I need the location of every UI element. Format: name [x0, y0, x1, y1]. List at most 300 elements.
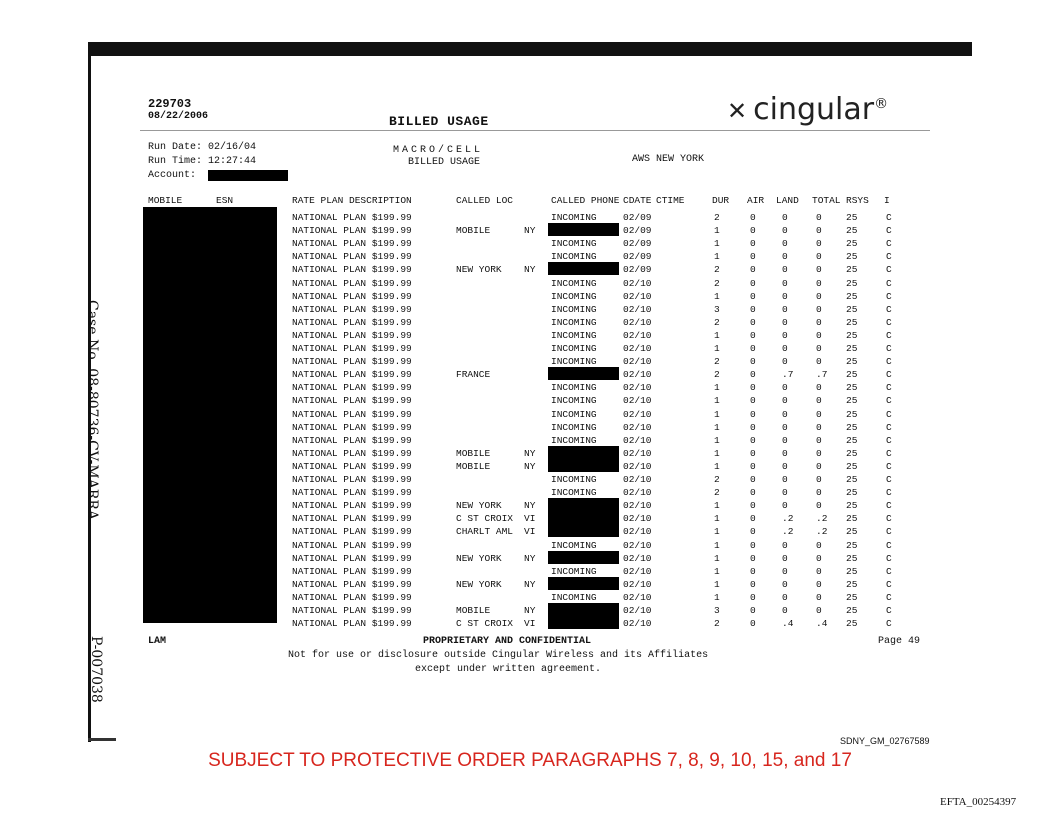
rsys-cell: 25	[846, 316, 858, 328]
total-cell: 0	[816, 212, 822, 223]
called-phone-cell: INCOMING	[551, 329, 597, 341]
called-phone-cell: INCOMING	[551, 238, 597, 250]
rsys-cell: 25	[846, 277, 858, 289]
indicator-cell: C	[886, 591, 892, 603]
rsys-cell: 25	[846, 238, 858, 250]
p-number-margin: P-007038	[88, 636, 104, 703]
air-cell: 0	[750, 212, 756, 223]
indicator-cell: C	[886, 356, 892, 368]
called-phone-cell: INCOMING	[551, 277, 597, 289]
cdate-cell: 02/10	[623, 605, 652, 616]
rate-plan-cell: NATIONAL PLAN $199.99	[292, 264, 412, 276]
indicator-cell: C	[886, 212, 892, 223]
indicator-cell: C	[886, 369, 892, 381]
rsys-cell: 25	[846, 487, 858, 499]
total-cell: 0	[816, 395, 822, 407]
called-phone-cell: INCOMING	[551, 356, 597, 368]
col-header-total: TOTAL	[812, 195, 841, 206]
air-cell: 0	[750, 395, 756, 407]
dur-cell: 1	[714, 329, 720, 341]
dur-cell: 1	[714, 238, 720, 250]
rsys-cell: 25	[846, 447, 858, 459]
indicator-cell: C	[886, 605, 892, 616]
called-state-cell: VI	[524, 513, 536, 525]
total-cell: 0	[816, 264, 822, 276]
total-cell: .7	[816, 369, 828, 381]
total-cell: 0	[816, 487, 822, 499]
called-phone-cell: INCOMING	[551, 212, 597, 223]
total-cell: 0	[816, 605, 822, 616]
land-cell: 0	[782, 356, 788, 368]
indicator-cell: C	[886, 460, 892, 472]
land-cell: 0	[782, 434, 788, 446]
called-phone-redaction	[548, 223, 619, 236]
col-header-land: LAND	[776, 195, 799, 206]
total-cell: 0	[816, 329, 822, 341]
land-cell: 0	[782, 605, 788, 616]
total-cell: .4	[816, 618, 828, 630]
land-cell: 0	[782, 552, 788, 564]
indicator-cell: C	[886, 487, 892, 499]
air-cell: 0	[750, 329, 756, 341]
called-loc-cell: NEW YORK	[456, 264, 502, 276]
land-cell: 0	[782, 264, 788, 276]
indicator-cell: C	[886, 251, 892, 263]
cingular-jack-icon: ✕	[727, 97, 748, 125]
land-cell: 0	[782, 408, 788, 420]
indicator-cell: C	[886, 395, 892, 407]
rate-plan-cell: NATIONAL PLAN $199.99	[292, 356, 412, 368]
col-header-called-loc: CALLED LOC	[456, 195, 514, 206]
called-loc-cell: C ST CROIX	[456, 618, 514, 630]
cdate-cell: 02/10	[623, 500, 652, 512]
land-cell: 0	[782, 539, 788, 551]
rate-plan-cell: NATIONAL PLAN $199.99	[292, 369, 412, 381]
dur-cell: 1	[714, 382, 720, 394]
indicator-cell: C	[886, 447, 892, 459]
called-loc-cell: MOBILE	[456, 225, 491, 237]
dur-cell: 1	[714, 343, 720, 354]
indicator-cell: C	[886, 434, 892, 446]
called-loc-cell: CHARLT AML	[456, 526, 514, 538]
billed-usage-subheading: BILLED USAGE	[408, 157, 481, 168]
air-cell: 0	[750, 578, 756, 590]
cdate-cell: 02/10	[623, 539, 652, 551]
indicator-cell: C	[886, 618, 892, 630]
called-phone-cell: INCOMING	[551, 343, 597, 354]
indicator-cell: C	[886, 290, 892, 302]
cdate-cell: 02/09	[623, 251, 652, 263]
rate-plan-cell: NATIONAL PLAN $199.99	[292, 316, 412, 328]
col-header-ctime: CTIME	[656, 195, 685, 206]
indicator-cell: C	[886, 565, 892, 577]
footer-proprietary: PROPRIETARY AND CONFIDENTIAL	[423, 636, 592, 647]
land-cell: 0	[782, 303, 788, 315]
dur-cell: 2	[714, 356, 720, 368]
dur-cell: 1	[714, 225, 720, 237]
total-cell: 0	[816, 421, 822, 433]
dur-cell: 1	[714, 578, 720, 590]
air-cell: 0	[750, 513, 756, 525]
cdate-cell: 02/10	[623, 408, 652, 420]
called-phone-cell: INCOMING	[551, 421, 597, 433]
air-cell: 0	[750, 474, 756, 485]
indicator-cell: C	[886, 474, 892, 485]
case-number-margin: Case No. 08-80736-CV-MARRA	[84, 300, 100, 521]
called-phone-cell: INCOMING	[551, 487, 597, 499]
dur-cell: 2	[714, 474, 720, 485]
rsys-cell: 25	[846, 225, 858, 237]
total-cell: 0	[816, 277, 822, 289]
dur-cell: 1	[714, 290, 720, 302]
land-cell: 0	[782, 578, 788, 590]
total-cell: 0	[816, 460, 822, 472]
called-state-cell: VI	[524, 526, 536, 538]
cdate-cell: 02/10	[623, 316, 652, 328]
air-cell: 0	[750, 225, 756, 237]
cdate-cell: 02/10	[623, 303, 652, 315]
total-cell: 0	[816, 303, 822, 315]
called-phone-redaction	[548, 262, 619, 275]
indicator-cell: C	[886, 225, 892, 237]
land-cell: 0	[782, 251, 788, 263]
total-cell: 0	[816, 474, 822, 485]
land-cell: 0	[782, 447, 788, 459]
land-cell: 0	[782, 329, 788, 341]
rsys-cell: 25	[846, 408, 858, 420]
total-cell: 0	[816, 343, 822, 354]
called-loc-cell: C ST CROIX	[456, 513, 514, 525]
dur-cell: 1	[714, 421, 720, 433]
cdate-cell: 02/10	[623, 591, 652, 603]
air-cell: 0	[750, 500, 756, 512]
air-cell: 0	[750, 434, 756, 446]
called-state-cell: NY	[524, 578, 536, 590]
called-loc-cell: FRANCE	[456, 369, 491, 381]
indicator-cell: C	[886, 382, 892, 394]
total-cell: 0	[816, 225, 822, 237]
rate-plan-cell: NATIONAL PLAN $199.99	[292, 343, 412, 354]
total-cell: .2	[816, 513, 828, 525]
land-cell: 0	[782, 591, 788, 603]
land-cell: 0	[782, 421, 788, 433]
called-loc-cell: MOBILE	[456, 447, 491, 459]
rsys-cell: 25	[846, 500, 858, 512]
total-cell: 0	[816, 238, 822, 250]
rate-plan-cell: NATIONAL PLAN $199.99	[292, 303, 412, 315]
cdate-cell: 02/10	[623, 618, 652, 630]
rate-plan-cell: NATIONAL PLAN $199.99	[292, 474, 412, 485]
rate-plan-cell: NATIONAL PLAN $199.99	[292, 251, 412, 263]
total-cell: 0	[816, 382, 822, 394]
rsys-cell: 25	[846, 382, 858, 394]
rsys-cell: 25	[846, 591, 858, 603]
rate-plan-cell: NATIONAL PLAN $199.99	[292, 460, 412, 472]
land-cell: 0	[782, 277, 788, 289]
cdate-cell: 02/10	[623, 290, 652, 302]
called-phone-cell: INCOMING	[551, 474, 597, 485]
called-phone-cell: INCOMING	[551, 290, 597, 302]
rsys-cell: 25	[846, 526, 858, 538]
dur-cell: 1	[714, 539, 720, 551]
indicator-cell: C	[886, 552, 892, 564]
rate-plan-cell: NATIONAL PLAN $199.99	[292, 605, 412, 616]
footer-lam: LAM	[148, 636, 167, 647]
called-phone-redaction	[548, 498, 619, 511]
air-cell: 0	[750, 277, 756, 289]
dur-cell: 3	[714, 605, 720, 616]
land-cell: .4	[782, 618, 794, 630]
indicator-cell: C	[886, 343, 892, 354]
land-cell: 0	[782, 487, 788, 499]
indicator-cell: C	[886, 539, 892, 551]
rate-plan-cell: NATIONAL PLAN $199.99	[292, 591, 412, 603]
rsys-cell: 25	[846, 578, 858, 590]
called-loc-cell: NEW YORK	[456, 552, 502, 564]
rate-plan-cell: NATIONAL PLAN $199.99	[292, 225, 412, 237]
dur-cell: 2	[714, 316, 720, 328]
indicator-cell: C	[886, 316, 892, 328]
cdate-cell: 02/10	[623, 277, 652, 289]
dur-cell: 1	[714, 526, 720, 538]
document-id: 229703	[148, 97, 192, 111]
dur-cell: 1	[714, 591, 720, 603]
rsys-cell: 25	[846, 539, 858, 551]
air-cell: 0	[750, 539, 756, 551]
air-cell: 0	[750, 369, 756, 381]
called-state-cell: NY	[524, 225, 536, 237]
air-cell: 0	[750, 408, 756, 420]
land-cell: 0	[782, 460, 788, 472]
land-cell: 0	[782, 290, 788, 302]
cdate-cell: 02/09	[623, 212, 652, 223]
rate-plan-cell: NATIONAL PLAN $199.99	[292, 513, 412, 525]
called-phone-redaction	[548, 616, 619, 629]
land-cell: .7	[782, 369, 794, 381]
rate-plan-cell: NATIONAL PLAN $199.99	[292, 487, 412, 499]
air-cell: 0	[750, 264, 756, 276]
page-title: BILLED USAGE	[389, 114, 489, 129]
rate-plan-cell: NATIONAL PLAN $199.99	[292, 618, 412, 630]
air-cell: 0	[750, 316, 756, 328]
air-cell: 0	[750, 487, 756, 499]
footer-page-number: Page 49	[878, 636, 921, 647]
indicator-cell: C	[886, 264, 892, 276]
air-cell: 0	[750, 251, 756, 263]
called-phone-cell: INCOMING	[551, 395, 597, 407]
rate-plan-cell: NATIONAL PLAN $199.99	[292, 447, 412, 459]
land-cell: 0	[782, 225, 788, 237]
col-header-mobile: MOBILE	[148, 195, 183, 206]
rate-plan-cell: NATIONAL PLAN $199.99	[292, 329, 412, 341]
called-phone-redaction	[548, 577, 619, 590]
rsys-cell: 25	[846, 212, 858, 223]
rsys-cell: 25	[846, 565, 858, 577]
land-cell: 0	[782, 474, 788, 485]
aws-region: AWS NEW YORK	[632, 154, 705, 165]
dur-cell: 1	[714, 434, 720, 446]
land-cell: 0	[782, 212, 788, 223]
called-state-cell: VI	[524, 618, 536, 630]
cingular-logo: ✕ cingular®	[727, 92, 889, 127]
indicator-cell: C	[886, 329, 892, 341]
air-cell: 0	[750, 356, 756, 368]
footer-notice-line1: Not for use or disclosure outside Cingular Wireless and its Affiliates	[288, 650, 709, 661]
rate-plan-cell: NATIONAL PLAN $199.99	[292, 526, 412, 538]
total-cell: 0	[816, 591, 822, 603]
air-cell: 0	[750, 447, 756, 459]
dur-cell: 2	[714, 277, 720, 289]
col-header-i: I	[884, 195, 890, 206]
rate-plan-cell: NATIONAL PLAN $199.99	[292, 277, 412, 289]
air-cell: 0	[750, 303, 756, 315]
called-loc-cell: NEW YORK	[456, 578, 502, 590]
rsys-cell: 25	[846, 618, 858, 630]
land-cell: .2	[782, 526, 794, 538]
rsys-cell: 25	[846, 369, 858, 381]
cdate-cell: 02/10	[623, 434, 652, 446]
col-header-called-phone: CALLED PHONE	[551, 195, 620, 206]
col-header-rsys: RSYS	[846, 195, 869, 206]
called-phone-cell: INCOMING	[551, 539, 597, 551]
total-cell: 0	[816, 356, 822, 368]
indicator-cell: C	[886, 277, 892, 289]
cdate-cell: 02/10	[623, 329, 652, 341]
cdate-cell: 02/10	[623, 526, 652, 538]
logo-text: cingular	[753, 92, 875, 127]
rsys-cell: 25	[846, 513, 858, 525]
indicator-cell: C	[886, 408, 892, 420]
rsys-cell: 25	[846, 460, 858, 472]
cdate-cell: 02/09	[623, 225, 652, 237]
rate-plan-cell: NATIONAL PLAN $199.99	[292, 434, 412, 446]
air-cell: 0	[750, 591, 756, 603]
called-state-cell: NY	[524, 552, 536, 564]
air-cell: 0	[750, 605, 756, 616]
dur-cell: 1	[714, 408, 720, 420]
total-cell: .2	[816, 526, 828, 538]
called-state-cell: NY	[524, 460, 536, 472]
total-cell: 0	[816, 578, 822, 590]
called-phone-redaction	[548, 459, 619, 472]
dur-cell: 1	[714, 565, 720, 577]
dur-cell: 1	[714, 251, 720, 263]
called-phone-redaction	[548, 511, 619, 524]
protective-order-notice: SUBJECT TO PROTECTIVE ORDER PARAGRAPHS 7, 8, 9, 10, 15, and 17	[208, 750, 852, 771]
document-date: 08/22/2006	[148, 111, 209, 122]
total-cell: 0	[816, 500, 822, 512]
efta-number: EFTA_00254397	[940, 796, 1017, 808]
dur-cell: 2	[714, 212, 720, 223]
cdate-cell: 02/10	[623, 395, 652, 407]
called-phone-redaction	[548, 524, 619, 537]
rate-plan-cell: NATIONAL PLAN $199.99	[292, 238, 412, 250]
rate-plan-cell: NATIONAL PLAN $199.99	[292, 395, 412, 407]
rsys-cell: 25	[846, 474, 858, 485]
cdate-cell: 02/10	[623, 356, 652, 368]
air-cell: 0	[750, 343, 756, 354]
total-cell: 0	[816, 447, 822, 459]
rate-plan-cell: NATIONAL PLAN $199.99	[292, 500, 412, 512]
rsys-cell: 25	[846, 329, 858, 341]
called-loc-cell: NEW YORK	[456, 500, 502, 512]
called-state-cell: NY	[524, 605, 536, 616]
dur-cell: 1	[714, 460, 720, 472]
land-cell: 0	[782, 316, 788, 328]
cdate-cell: 02/10	[623, 578, 652, 590]
dur-cell: 1	[714, 500, 720, 512]
dur-cell: 1	[714, 395, 720, 407]
total-cell: 0	[816, 408, 822, 420]
macro-cell-heading: MACRO/CELL	[393, 145, 484, 156]
total-cell: 0	[816, 434, 822, 446]
cdate-cell: 02/10	[623, 513, 652, 525]
col-header-esn: ESN	[216, 195, 234, 206]
cdate-cell: 02/09	[623, 264, 652, 276]
dur-cell: 1	[714, 447, 720, 459]
bates-number: SDNY_GM_02767589	[840, 736, 930, 746]
indicator-cell: C	[886, 238, 892, 250]
land-cell: 0	[782, 238, 788, 250]
dur-cell: 2	[714, 264, 720, 276]
air-cell: 0	[750, 238, 756, 250]
col-header-rate-plan: RATE PLAN DESCRIPTION	[292, 195, 412, 206]
indicator-cell: C	[886, 526, 892, 538]
rsys-cell: 25	[846, 264, 858, 276]
cdate-cell: 02/10	[623, 552, 652, 564]
rate-plan-cell: NATIONAL PLAN $199.99	[292, 565, 412, 577]
called-phone-cell: INCOMING	[551, 316, 597, 328]
dur-cell: 2	[714, 487, 720, 499]
land-cell: 0	[782, 395, 788, 407]
called-state-cell: NY	[524, 264, 536, 276]
rsys-cell: 25	[846, 605, 858, 616]
indicator-cell: C	[886, 578, 892, 590]
total-cell: 0	[816, 251, 822, 263]
called-phone-cell: INCOMING	[551, 251, 597, 263]
land-cell: 0	[782, 500, 788, 512]
rsys-cell: 25	[846, 552, 858, 564]
rate-plan-cell: NATIONAL PLAN $199.99	[292, 578, 412, 590]
dur-cell: 3	[714, 303, 720, 315]
air-cell: 0	[750, 290, 756, 302]
cdate-cell: 02/10	[623, 447, 652, 459]
rsys-cell: 25	[846, 356, 858, 368]
air-cell: 0	[750, 565, 756, 577]
cdate-cell: 02/10	[623, 343, 652, 354]
indicator-cell: C	[886, 513, 892, 525]
called-phone-cell: INCOMING	[551, 434, 597, 446]
rate-plan-cell: NATIONAL PLAN $199.99	[292, 539, 412, 551]
cdate-cell: 02/10	[623, 460, 652, 472]
air-cell: 0	[750, 421, 756, 433]
cdate-cell: 02/10	[623, 382, 652, 394]
rsys-cell: 25	[846, 421, 858, 433]
land-cell: .2	[782, 513, 794, 525]
called-phone-cell: INCOMING	[551, 565, 597, 577]
called-phone-cell: INCOMING	[551, 408, 597, 420]
dur-cell: 1	[714, 552, 720, 564]
rsys-cell: 25	[846, 303, 858, 315]
rsys-cell: 25	[846, 434, 858, 446]
total-cell: 0	[816, 290, 822, 302]
rate-plan-cell: NATIONAL PLAN $199.99	[292, 552, 412, 564]
indicator-cell: C	[886, 421, 892, 433]
total-cell: 0	[816, 565, 822, 577]
cdate-cell: 02/09	[623, 238, 652, 250]
called-phone-redaction	[548, 446, 619, 459]
col-header-dur: DUR	[712, 195, 730, 206]
